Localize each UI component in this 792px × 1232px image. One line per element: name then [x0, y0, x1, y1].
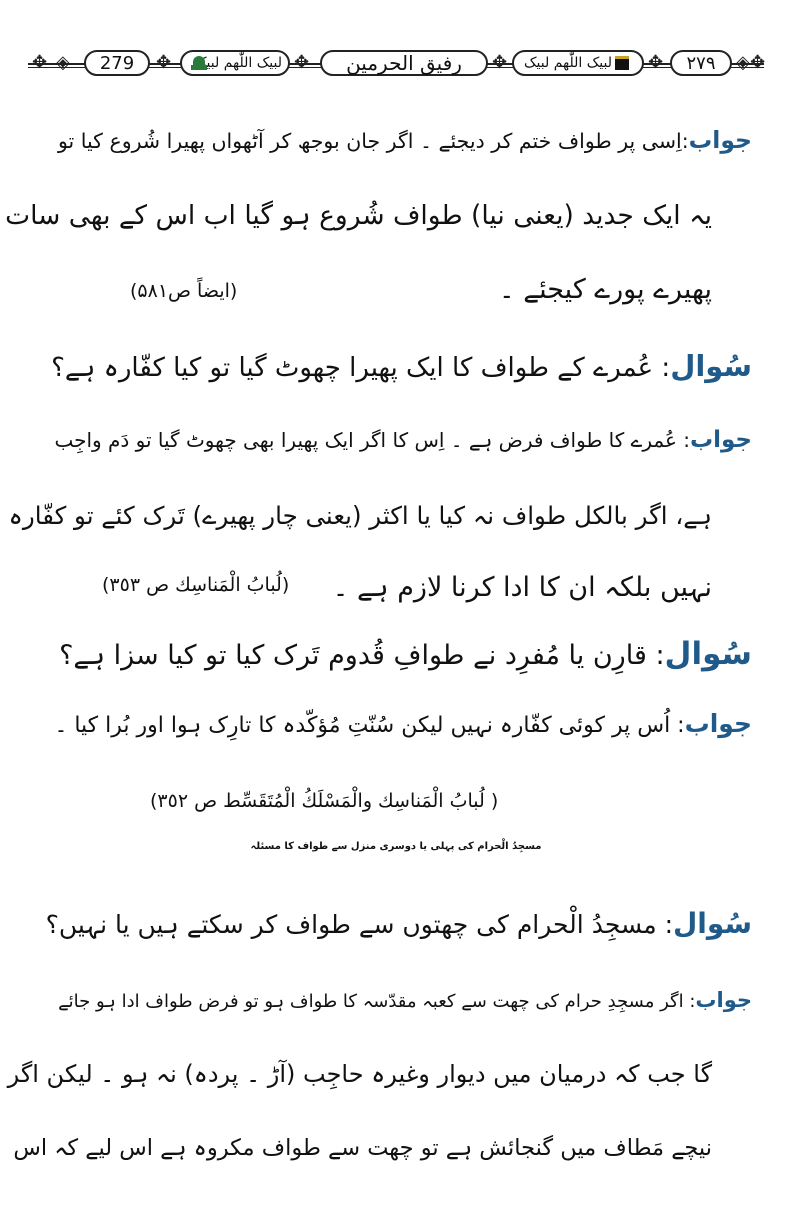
question-label: سُوال [670, 349, 752, 383]
question-4 [46, 904, 752, 945]
answer-label: جواب [688, 126, 752, 154]
source-citation: (ایضاً ص۵۸۱) [130, 280, 238, 302]
answer-2-text-1: : عُمرے کا طواف فرض ہے ۔ اِس کا اگر ایک پھیرا بھی چھوٹ گیا تو دَم واجِب [54, 428, 690, 452]
answer-2-line-3: نہیں بلکہ ان کا ادا کرنا لازم ہے ۔ [332, 572, 712, 603]
ornament-icon: ◈ [736, 52, 750, 73]
ornament-icon: ✥ [750, 52, 766, 73]
answer-label: جواب [695, 988, 752, 1012]
source-citation: (لُبابُ الْمَناسِك ص ٣٥٣) [102, 574, 290, 596]
page-number-latin: 279 [84, 50, 150, 76]
ornament-icon: ✥ [648, 52, 664, 73]
ornament-icon: ✥ [32, 52, 48, 73]
answer-4-line-2: گا جب کہ درمیان میں دیوار وغیرہ حاجِب (آڑ ۔ پردہ) نہ ہو ۔ لیکن اگر [7, 1060, 712, 1088]
answer-label: جواب [690, 427, 752, 453]
ornament-icon: ✥ [492, 52, 508, 73]
question-3 [59, 634, 752, 676]
answer-1-text-1: :اِسی پر طواف ختم کر دیجئے ۔ اگر جان بوجھ کر آٹھواں پھیرا شُروع کیا تو [57, 129, 689, 153]
answer-label: جواب [684, 709, 752, 738]
ornament-icon: ◈ [56, 52, 70, 73]
answer-4-line-1 [58, 980, 752, 1022]
answer-2-line-1 [54, 420, 752, 460]
header-label-left-text: لبیک اللّٰھم لبیک [194, 55, 282, 71]
answer-1-line-3: پھیرے پورے کیجئے ۔ [498, 274, 712, 305]
section-heading: مسجِدُ الْحرام کی پہلی یا دوسری منزل سے طواف کا مسئلہ [250, 841, 542, 852]
running-title: رفیق الحرمین [320, 50, 488, 76]
question-3-text: : قارِن یا مُفرِد نے طوافِ قُدوم تَرک کیا تو کیا سزا ہے؟ [59, 640, 665, 671]
ornament-icon: ✥ [294, 52, 310, 73]
answer-4-line-3: نیچے مَطاف میں گنجائش ہے تو چھت سے طواف مکروہ ہے اس لیے کہ اس [13, 1135, 712, 1161]
page-body [5, 0, 752, 1232]
page-number-arabic: ۲۷۹ [670, 50, 732, 76]
question-4-text: : مسجِدُ الْحرام کی چھتوں سے طواف کر سکتے ہیں یا نہیں؟ [45, 910, 674, 939]
source-citation: ( لُبابُ الْمَناسِك والْمَسْلَكُ الْمُتَقَسِّط ص ٣٥٢) [150, 790, 499, 812]
ornament-icon: ✥ [156, 52, 172, 73]
answer-1-line-2: یہ ایک جدید (یعنی نیا) طواف شُروع ہو گیا اب اس کے بھی سات [5, 200, 712, 231]
question-2 [51, 346, 752, 388]
question-label: سُوال [664, 636, 752, 672]
answer-2-line-2: ہے، اگر بالکل طواف نہ کیا یا اکثر (یعنی چار پھیرے) تَرک کئے تو کفّارہ [8, 501, 712, 530]
question-2-text: : عُمرے کے طواف کا ایک پھیرا چھوٹ گیا تو کیا کفّارہ ہے؟ [51, 353, 671, 383]
question-label: سُوال [673, 907, 752, 940]
answer-3-text: : اُس پر کوئی کفّارہ نہیں لیکن سُنّتِ مُؤکّدہ کا تارِک ہوا اور بُرا کیا ۔ [54, 713, 685, 738]
answer-3 [54, 704, 752, 746]
answer-1-line-1 [58, 120, 752, 161]
answer-4-text-1: : اگر مسجِدِ حرام کی چھت سے کعبہ مقدّسہ کا طواف ہو تو فرض طواف ادا ہو جائے [58, 991, 696, 1012]
header-label-right-text: لبیک اللّٰھم لبیک [524, 55, 612, 71]
